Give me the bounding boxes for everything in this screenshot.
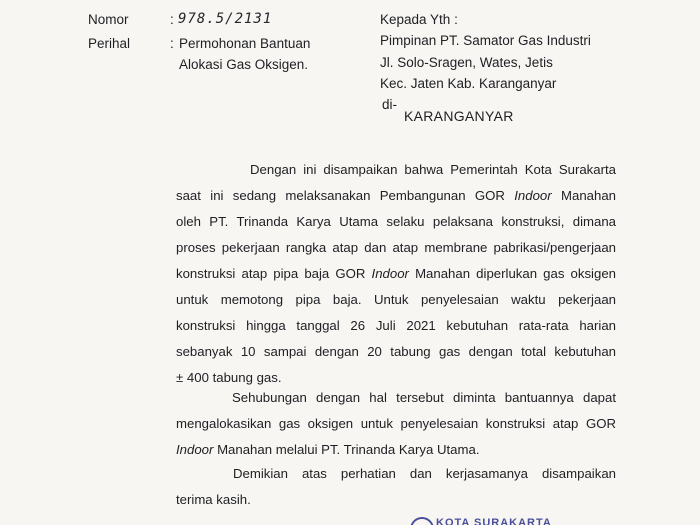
paragraph-line: untuk memotong pipa baja. Untuk penyelesaian waktu pekerjaan — [176, 292, 616, 307]
paragraph-line: saat ini sedang melaksanakan Pembangunan GOR Indoor Manahan — [176, 188, 616, 203]
recipient-di: di- — [382, 97, 398, 112]
paragraph-line: mengalokasikan gas oksigen untuk penyelesaian konstruksi atap GOR — [176, 416, 616, 431]
paragraph-line: Indoor Manahan melalui PT. Trinanda Karya Utama. — [176, 442, 480, 457]
recipient-city: KARANGANYAR — [404, 108, 514, 124]
nomor-colon: : — [170, 12, 174, 27]
paragraph-line: proses pekerjaan rangka atap dan atap membrane pabrikasi/pengerjaan — [176, 240, 616, 255]
recipient-line-1: Pimpinan PT. Samator Gas Industri — [380, 33, 591, 48]
nomor-label: Nomor — [88, 12, 129, 27]
perihal-line-2: Alokasi Gas Oksigen. — [179, 57, 309, 72]
paragraph-1 — [176, 157, 616, 391]
paragraph-line: Dengan ini disampaikan bahwa Pemerintah Kota Surakarta — [250, 162, 616, 177]
recipient-greeting: Kepada Yth : — [380, 12, 458, 27]
perihal-colon: : — [170, 36, 174, 51]
official-stamp — [410, 517, 610, 525]
stamp-text: KOTA SURAKARTA — [436, 517, 552, 525]
paragraph-line: terima kasih. — [176, 492, 251, 507]
paragraph-3 — [176, 461, 616, 513]
perihal-label: Perihal — [88, 36, 131, 51]
paragraph-line: sebanyak 10 sampai dengan 20 tabung gas dengan total kebutuhan — [176, 344, 616, 359]
recipient-line-2: Jl. Solo-Sragen, Wates, Jetis — [380, 55, 553, 70]
paragraph-line: ± 400 tabung gas. — [176, 370, 282, 385]
paragraph-line: konstruksi atap pipa baja GOR Indoor Manahan diperlukan gas oksigen — [176, 266, 616, 281]
paragraph-line: Sehubungan dengan hal tersebut diminta bantuannya dapat — [232, 390, 616, 405]
paragraph-2 — [176, 385, 616, 463]
paragraph-line: Demikian atas perhatian dan kerjasamanya disampaikan — [233, 466, 616, 481]
stamp-emblem-icon — [410, 517, 434, 525]
nomor-value: 978.5/2131 — [178, 11, 273, 27]
perihal-line-1: Permohonan Bantuan — [179, 36, 311, 51]
recipient-line-3: Kec. Jaten Kab. Karanganyar — [380, 76, 557, 91]
paragraph-line: oleh PT. Trinanda Karya Utama selaku pelaksana konstruksi, dimana — [176, 214, 616, 229]
paragraph-line: konstruksi hingga tanggal 26 Juli 2021 kebutuhan rata-rata harian — [176, 318, 616, 333]
